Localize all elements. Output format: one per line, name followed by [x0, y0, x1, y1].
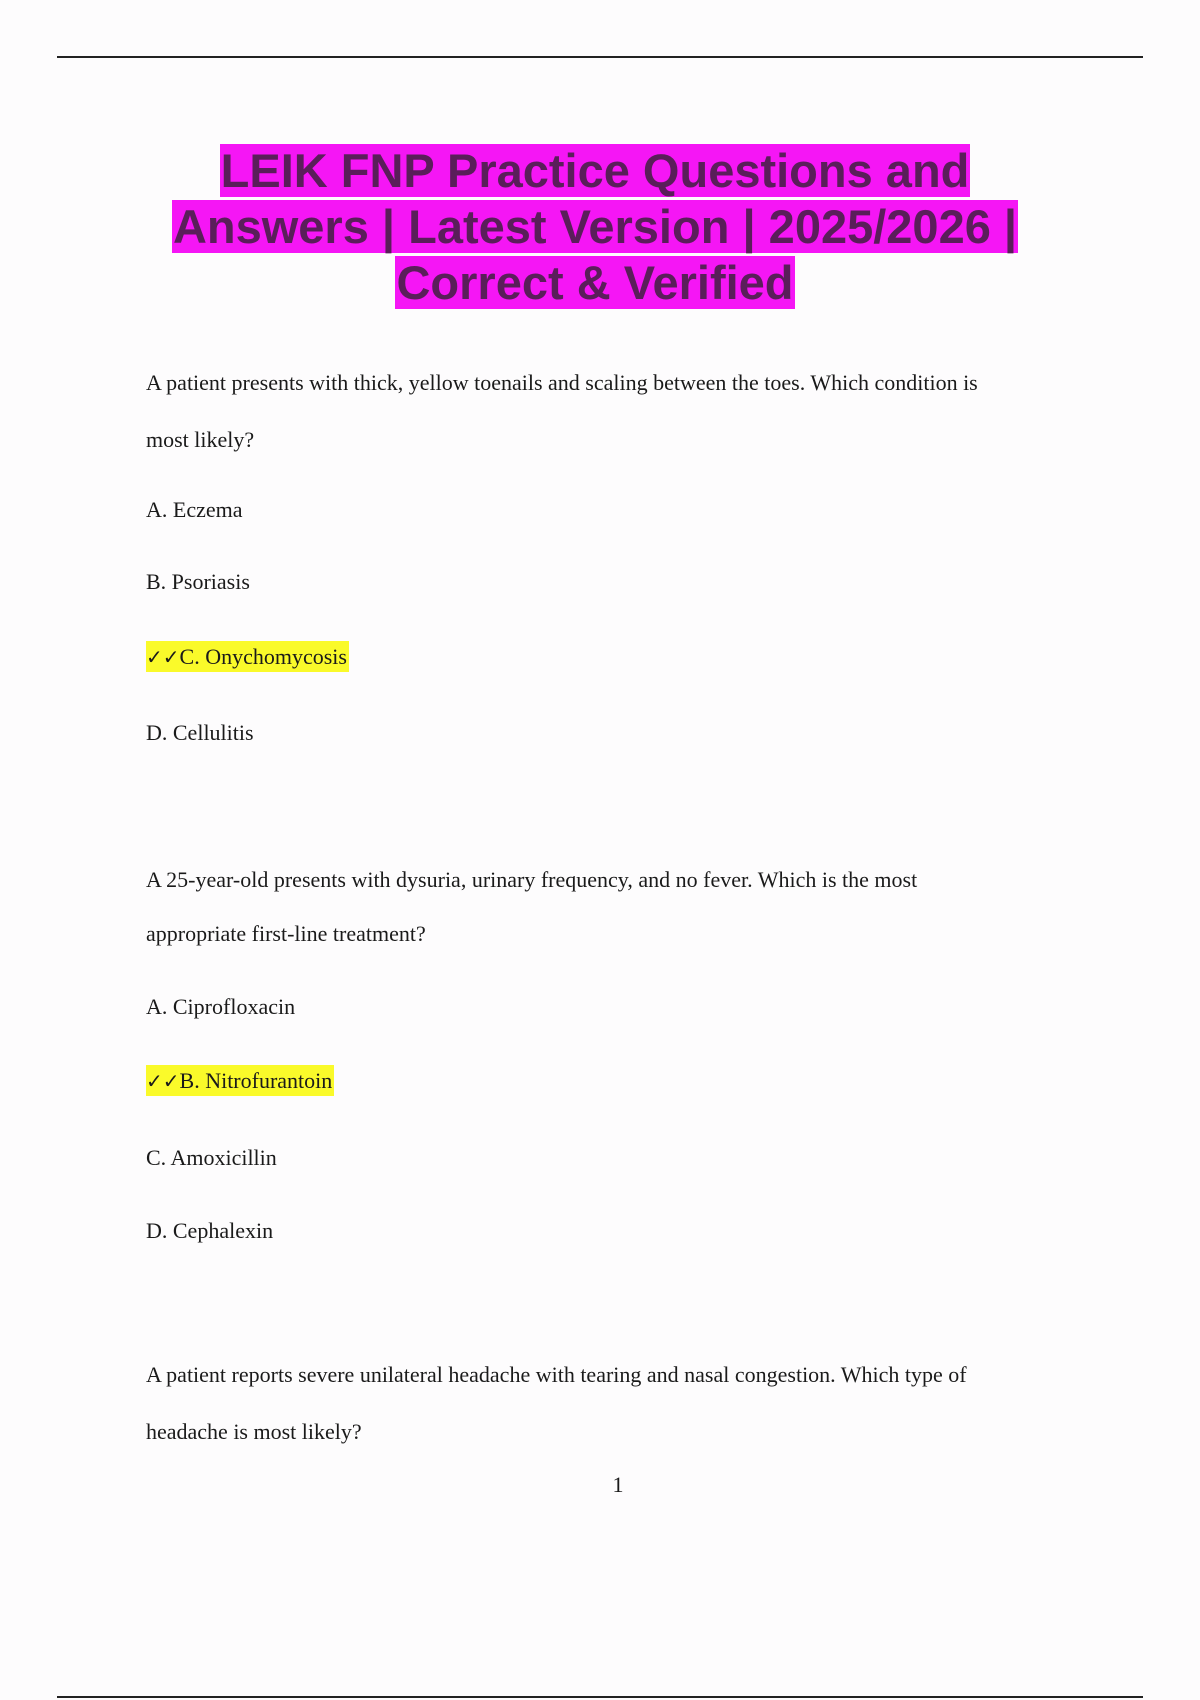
question-1-option-d: D. Cellulitis — [146, 720, 254, 745]
double-check-icon: ✓✓ — [146, 645, 180, 669]
page-number: 1 — [612, 1472, 624, 1497]
question-3-stem-line-2: headache is most likely? — [146, 1419, 362, 1444]
question-1-option-c-correct — [146, 644, 349, 670]
answer-text: C. Onychomycosis — [179, 644, 347, 669]
question-2-stem-line-2: appropriate first-line treatment? — [146, 921, 426, 946]
question-1-stem-line-2: most likely? — [146, 427, 255, 452]
question-2-option-b-correct — [146, 1068, 334, 1094]
top-rule — [57, 56, 1143, 58]
question-1-option-a: A. Eczema — [146, 497, 243, 522]
question-1-option-b: B. Psoriasis — [146, 569, 250, 594]
document-title — [100, 143, 1090, 311]
double-check-icon: ✓✓ — [146, 1069, 180, 1093]
question-1-stem-line-1: A patient presents with thick, yellow toenails and scaling between the toes. Which condition is — [146, 370, 978, 395]
question-2-stem-line-1: A 25-year-old presents with dysuria, urinary frequency, and no fever. Which is the most — [146, 867, 918, 892]
correct-answer-highlight — [146, 641, 349, 672]
question-2-option-c: C. Amoxicillin — [146, 1145, 277, 1170]
question-2-option-a: A. Ciprofloxacin — [146, 994, 296, 1019]
question-3-stem-line-1: A patient reports severe unilateral headache with tearing and nasal congestion. Which type of — [146, 1362, 967, 1387]
title-line: LEIK FNP Practice Questions and — [220, 144, 970, 197]
title-line: Answers | Latest Version | 2025/2026 | — [172, 200, 1018, 253]
question-2-option-d: D. Cephalexin — [146, 1218, 274, 1243]
correct-answer-highlight — [146, 1065, 334, 1096]
answer-text: B. Nitrofurantoin — [179, 1068, 333, 1093]
bottom-rule — [57, 1696, 1143, 1698]
title-line: Correct & Verified — [396, 256, 794, 309]
